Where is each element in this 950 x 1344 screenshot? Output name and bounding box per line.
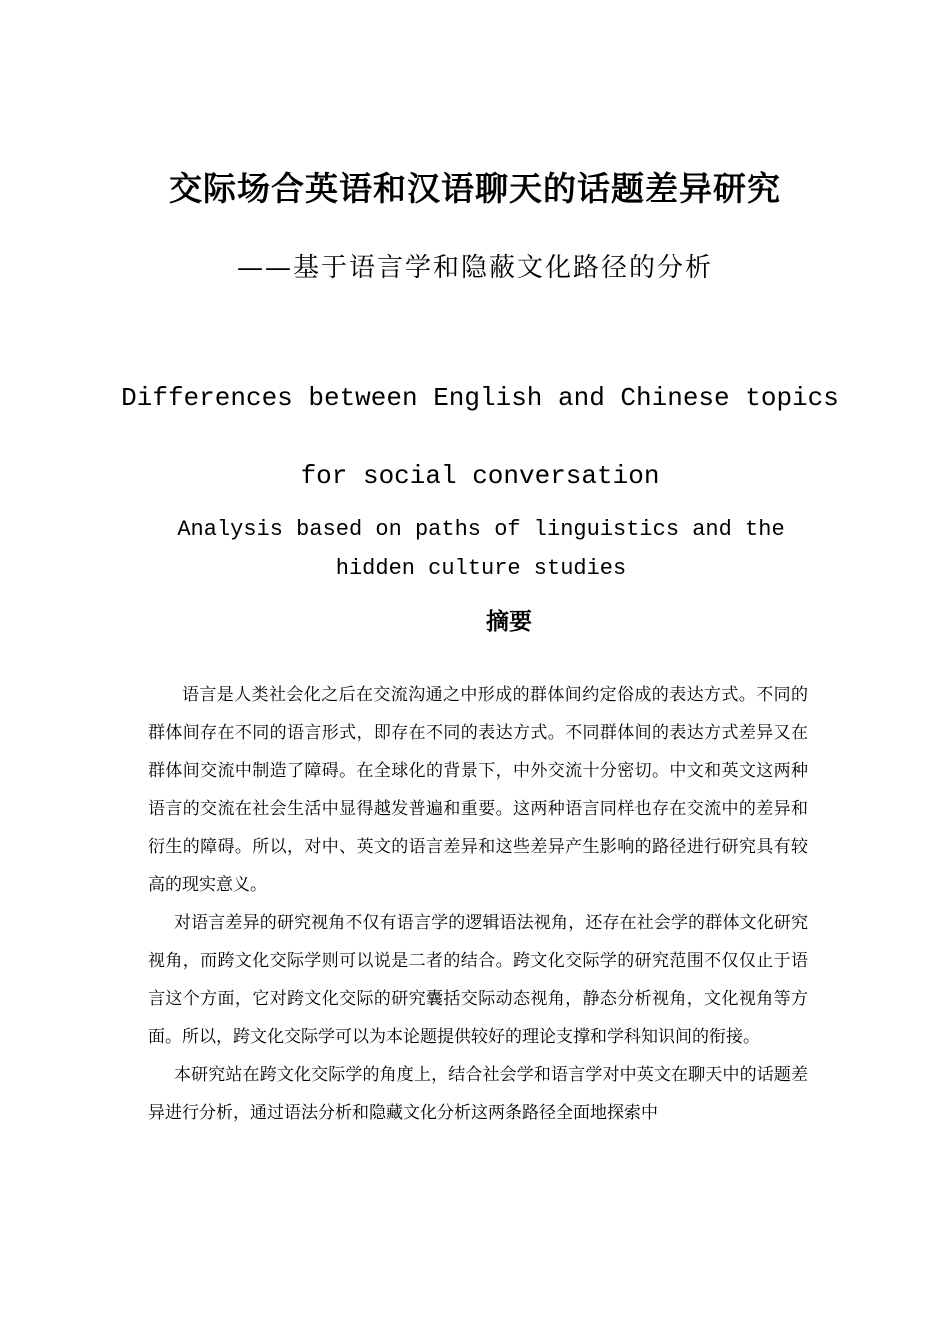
- abstract-paragraph: 对语言差异的研究视角不仅有语言学的逻辑语法视角，还存在社会学的群体文化研究视角，而跨文化交际学则可以说是二者的结合。跨文化交际学的研究范围不仅仅止于语言这个方面，它对跨文化交际的研究囊括交际动态视角，静态分析视角，文化视角等方面。所以，跨文化交际学可以为本论题提供较好的理论支撑和学科知识间的衔接。: [148, 913, 808, 1047]
- abstract-paragraph: 本研究站在跨文化交际学的角度上，结合社会学和语言学对中英文在聊天中的话题差异进行分析，通过语法分析和隐藏文化分析这两条路径全面地探索中: [148, 1065, 808, 1123]
- chinese-title: 交际场合英语和汉语聊天的话题差异研究: [169, 169, 781, 208]
- chinese-subtitle: ——基于语言学和隐蔽文化路径的分析: [236, 253, 713, 283]
- english-title-line-1: Differences between English and Chinese topics: [121, 383, 839, 413]
- abstract-paragraph: 语言是人类社会化之后在交流沟通之中形成的群体间约定俗成的表达方式。不同的群体间存在不同的语言形式，即存在不同的表达方式。不同群体间的表达方式差异又在群体间交流中制造了障碍。在全球化的背景下，中外交流十分密切。中文和英文这两种语言的交流在社会生活中显得越发普遍和重要。这两种语言同样也存在交流中的差异和衍生的障碍。所以，对中、英文的语言差异和这些差异产生影响的路径进行研究具有较高的现实意义。: [148, 685, 808, 895]
- english-subtitle-line-2: hidden culture studies: [335, 556, 627, 581]
- english-title-line-2: for social conversation: [300, 461, 660, 491]
- abstract-heading: 摘要: [486, 609, 532, 635]
- abstract-body: [148, 676, 808, 1132]
- english-subtitle-line-1: Analysis based on paths of linguistics and the: [177, 517, 785, 542]
